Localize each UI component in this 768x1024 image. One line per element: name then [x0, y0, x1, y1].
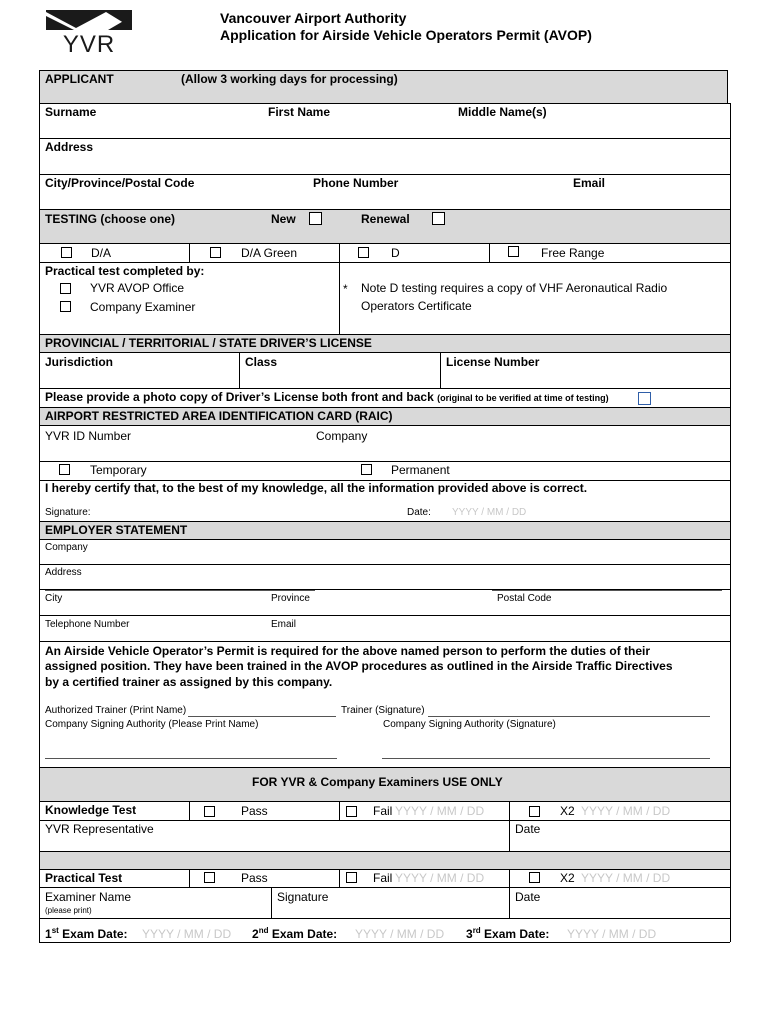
practical-x2-checkbox[interactable]: [529, 872, 540, 883]
address-label: Address: [45, 140, 94, 154]
d-testing-note-line2: Operators Certificate: [361, 299, 472, 313]
trainer-print-label: Authorized Trainer (Print Name): [45, 705, 187, 716]
da-checkbox[interactable]: [61, 247, 72, 258]
class-label: Class: [245, 355, 278, 369]
da-label: D/A: [91, 246, 112, 260]
yvr-representative-label: YVR Representative: [45, 822, 154, 836]
employer-statement-line3: by a certified trainer as assigned by this company.: [45, 675, 333, 689]
yvr-avop-office-checkbox[interactable]: [60, 283, 71, 294]
surname-label: Surname: [45, 105, 97, 119]
testing-heading: TESTING (choose one): [45, 212, 176, 226]
new-label: New: [271, 212, 296, 226]
practical-date-label: Date: [515, 890, 541, 904]
knowledge-fail-checkbox[interactable]: [346, 806, 357, 817]
permanent-checkbox[interactable]: [361, 464, 372, 475]
trainer-signature-label: Trainer (Signature): [341, 705, 425, 716]
practical-fail-date[interactable]: YYYY / MM / DD: [395, 871, 485, 885]
employer-postal-label: Postal Code: [497, 593, 552, 604]
yvr-avop-office-label: YVR AVOP Office: [90, 281, 185, 295]
knowledge-date-label: Date: [515, 822, 541, 836]
knowledge-pass-checkbox[interactable]: [204, 806, 215, 817]
da-green-checkbox[interactable]: [210, 247, 221, 258]
employer-company-label: Company: [45, 542, 88, 553]
employer-address-label: Address: [45, 567, 82, 578]
photo-copy-checkbox[interactable]: [638, 392, 651, 405]
employer-statement-line2: assigned position. They have been trained in the AVOP procedures as outlined in the Airside Traffic Directives: [45, 659, 673, 673]
city-label: City/Province/Postal Code: [45, 176, 195, 190]
certify-statement: I hereby certify that, to the best of my knowledge, all the information provided above is correct.: [45, 481, 588, 495]
practical-test-result-label: Practical Test: [45, 871, 123, 885]
new-checkbox[interactable]: [309, 212, 322, 225]
phone-label: Phone Number: [313, 176, 399, 190]
yvr-id-label: YVR ID Number: [45, 429, 132, 443]
please-print-label: (please print): [45, 906, 92, 915]
knowledge-x2-date[interactable]: YYYY / MM / DD: [581, 804, 671, 818]
middle-name-label: Middle Name(s): [458, 105, 547, 119]
yvr-logo: [46, 10, 132, 54]
permanent-label: Permanent: [391, 463, 450, 477]
renewal-label: Renewal: [361, 212, 410, 226]
exam-date-2-field[interactable]: YYYY / MM / DD: [355, 927, 445, 941]
jurisdiction-label: Jurisdiction: [45, 355, 114, 369]
exam-date-1: 1st Exam Date:: [45, 926, 128, 941]
csa-print-label: Company Signing Authority (Please Print Name): [45, 719, 259, 730]
org-name: Vancouver Airport Authority: [220, 10, 407, 26]
applicant-heading: APPLICANT: [45, 72, 114, 86]
temporary-checkbox[interactable]: [59, 464, 70, 475]
processing-note: (Allow 3 working days for processing): [181, 72, 398, 86]
practical-x2-label: X2: [560, 871, 575, 885]
exam-date-2: 2nd Exam Date:: [252, 926, 338, 941]
employer-city-label: City: [45, 593, 63, 604]
knowledge-x2-checkbox[interactable]: [529, 806, 540, 817]
da-green-label: D/A Green: [241, 246, 298, 260]
form-title: Application for Airside Vehicle Operators Permit (AVOP): [220, 27, 592, 43]
practical-pass-label: Pass: [241, 871, 268, 885]
employer-province-label: Province: [271, 593, 310, 604]
knowledge-fail-date[interactable]: YYYY / MM / DD: [395, 804, 485, 818]
practical-test-label: Practical test completed by:: [45, 264, 205, 278]
date-label: Date:: [407, 507, 431, 518]
free-range-label: Free Range: [541, 246, 605, 260]
knowledge-test-label: Knowledge Test: [45, 803, 137, 817]
csa-signature-label: Company Signing Authority (Signature): [383, 719, 556, 730]
employer-heading: EMPLOYER STATEMENT: [45, 523, 188, 537]
exam-date-1-field[interactable]: YYYY / MM / DD: [142, 927, 232, 941]
company-examiner-label: Company Examiner: [90, 300, 196, 314]
practical-x2-date[interactable]: YYYY / MM / DD: [581, 871, 671, 885]
knowledge-pass-label: Pass: [241, 804, 268, 818]
practical-fail-label: Fail: [373, 871, 393, 885]
d-testing-note-line1: Note D testing requires a copy of VHF Aeronautical Radio: [361, 281, 668, 295]
knowledge-x2-label: X2: [560, 804, 575, 818]
signature-label: Signature:: [45, 507, 91, 518]
company-examiner-checkbox[interactable]: [60, 301, 71, 312]
license-heading: PROVINCIAL / TERRITORIAL / STATE DRIVER’S LICENSE: [45, 336, 372, 350]
exam-date-3: 3rd Exam Date:: [466, 926, 550, 941]
raic-heading: AIRPORT RESTRICTED AREA IDENTIFICATION CARD (RAIC): [45, 409, 393, 423]
d-checkbox[interactable]: [358, 247, 369, 258]
employer-statement-line1: An Airside Vehicle Operator’s Permit is required for the above named person to perform the duties of their: [45, 644, 651, 658]
practical-pass-checkbox[interactable]: [204, 872, 215, 883]
svg-text:YVR: YVR: [62, 31, 116, 54]
examiner-signature-label: Signature: [277, 890, 329, 904]
knowledge-fail-label: Fail: [373, 804, 393, 818]
license-number-label: License Number: [446, 355, 540, 369]
free-range-checkbox[interactable]: [508, 246, 519, 257]
exam-date-3-field[interactable]: YYYY / MM / DD: [567, 927, 657, 941]
examiner-name-label: Examiner Name: [45, 890, 132, 904]
d-label: D: [391, 246, 400, 260]
email-label: Email: [573, 176, 606, 190]
renewal-checkbox[interactable]: [432, 212, 445, 225]
raic-company-label: Company: [316, 429, 368, 443]
note-star: *: [343, 282, 348, 296]
employer-telephone-label: Telephone Number: [45, 619, 130, 630]
temporary-label: Temporary: [90, 463, 147, 477]
practical-fail-checkbox[interactable]: [346, 872, 357, 883]
examiners-heading: FOR YVR & Company Examiners USE ONLY: [252, 775, 503, 789]
employer-email-label: Email: [271, 619, 297, 630]
photo-copy-note: Please provide a photo copy of Driver’s License both front and back (original to be verified at time of testing): [45, 390, 609, 404]
date-field[interactable]: YYYY / MM / DD: [452, 507, 527, 518]
photo-copy-small-note: (original to be verified at time of testing): [437, 393, 609, 403]
first-name-label: First Name: [268, 105, 331, 119]
